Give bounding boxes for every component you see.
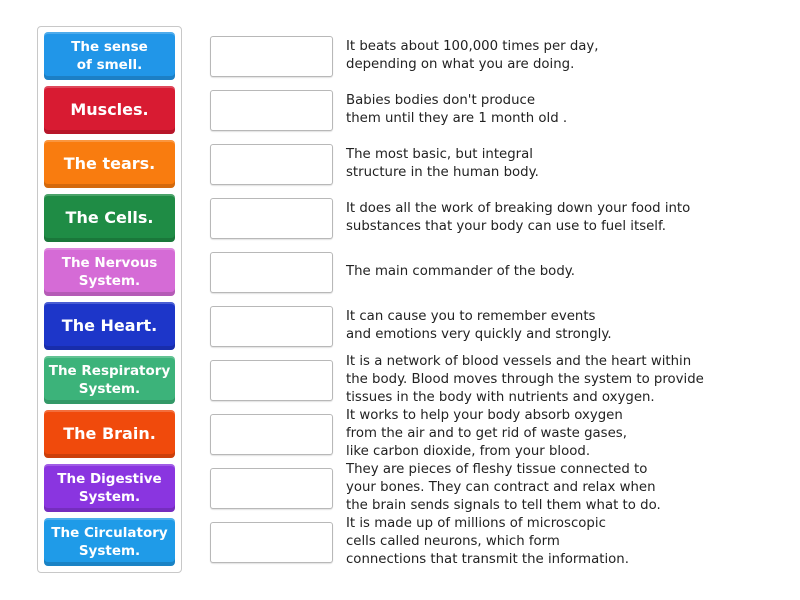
tile-the-nervous-system[interactable] — [44, 248, 175, 296]
drop-box-7[interactable] — [210, 360, 333, 401]
tile-label: Muscles. — [70, 100, 149, 119]
tile-label: The Brain. — [63, 424, 156, 443]
tile-label: The sense of smell. — [71, 39, 148, 73]
tile-the-respiratory-system[interactable] — [44, 356, 175, 404]
tile-label: The Nervous System. — [61, 255, 158, 289]
drop-box-9[interactable] — [210, 468, 333, 509]
tile-label: The Digestive System. — [57, 471, 162, 505]
drop-box-2[interactable] — [210, 90, 333, 131]
tile-the-sense-of-smell[interactable] — [44, 32, 175, 80]
drop-box-1[interactable] — [210, 36, 333, 77]
tile-the-cells[interactable] — [44, 194, 175, 242]
tile-label: The Heart. — [61, 316, 158, 335]
drop-box-6[interactable] — [210, 306, 333, 347]
drop-box-4[interactable] — [210, 198, 333, 239]
tile-the-brain[interactable] — [44, 410, 175, 458]
tile-the-circulatory-system[interactable] — [44, 518, 175, 566]
tile-the-tears[interactable] — [44, 140, 175, 188]
description-10: It is made up of millions of microscopic cells called neurons, which form connections that transmit the information. — [346, 516, 629, 567]
description-2: Babies bodies don't produce them until they are 1 month old . — [346, 93, 568, 126]
tile-label: The Cells. — [65, 208, 154, 227]
drop-box-5[interactable] — [210, 252, 333, 293]
description-1: It beats about 100,000 times per day, depending on what you are doing. — [346, 39, 599, 72]
description-4: It does all the work of breaking down your food into substances that your body can use to fuel itself. — [346, 201, 691, 234]
tile-muscles[interactable] — [44, 86, 175, 134]
drop-box-8[interactable] — [210, 414, 333, 455]
description-6: It can cause you to remember events and emotions very quickly and strongly. — [346, 309, 612, 342]
tile-label: The tears. — [63, 154, 156, 173]
tile-label: The Circulatory System. — [51, 525, 168, 559]
tile-label: The Respiratory System. — [48, 363, 171, 397]
description-3: The most basic, but integral structure in the human body. — [346, 147, 539, 180]
drop-box-3[interactable] — [210, 144, 333, 185]
drop-box-10[interactable] — [210, 522, 333, 563]
description-5: The main commander of the body. — [346, 264, 575, 279]
tile-the-heart[interactable] — [44, 302, 175, 350]
description-7: It is a network of blood vessels and the heart within the body. Blood moves through the system to provide tissues in the body with nutrients and oxygen. — [346, 354, 704, 405]
tile-the-digestive-system[interactable] — [44, 464, 175, 512]
description-9: They are pieces of fleshy tissue connected to your bones. They can contract and relax when the brain sends signals to tell them what to do. — [346, 462, 661, 513]
description-8: It works to help your body absorb oxygen from the air and to get rid of waste gases, like carbon dioxide, from your blood. — [346, 408, 627, 459]
